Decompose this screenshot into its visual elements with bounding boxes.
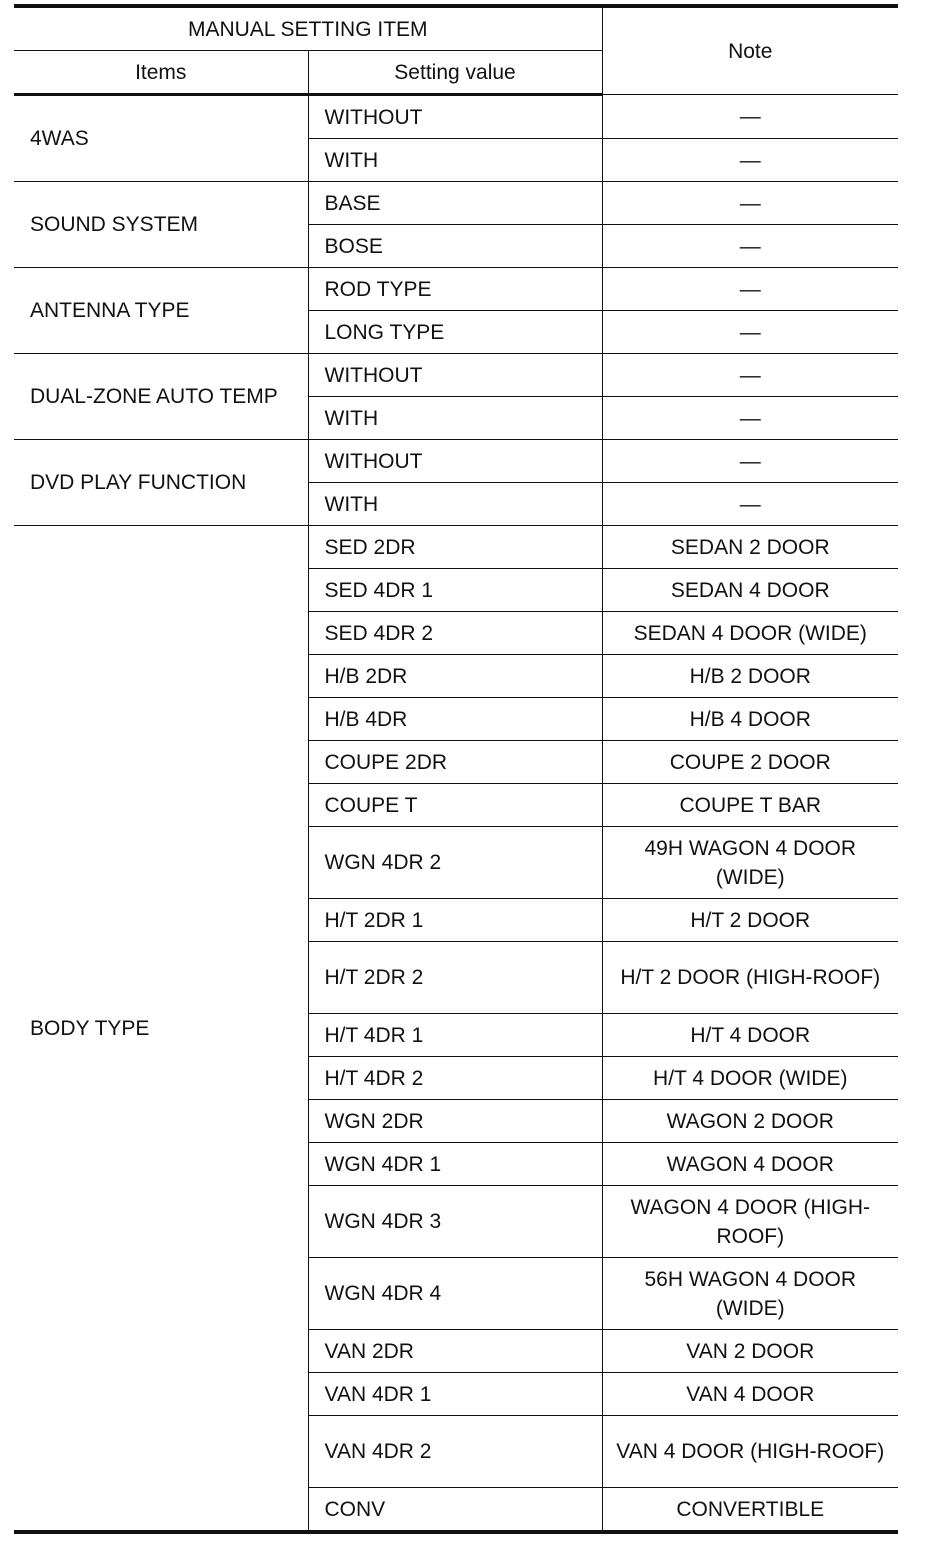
- note-cell: VAN 2 DOOR: [602, 1330, 898, 1373]
- setting-value-cell: H/T 2DR 2: [308, 942, 602, 1014]
- setting-value-cell: WITH: [308, 139, 602, 182]
- note-cell: —: [602, 268, 898, 311]
- table-row: [14, 182, 898, 225]
- setting-value-cell: BOSE: [308, 225, 602, 268]
- note-cell: H/B 4 DOOR: [602, 698, 898, 741]
- setting-value-cell: WGN 4DR 4: [308, 1258, 602, 1330]
- note-cell: CONVERTIBLE: [602, 1488, 898, 1533]
- table-row: [14, 526, 898, 569]
- header-group-title: MANUAL SETTING ITEM: [14, 6, 602, 51]
- header-items: Items: [14, 51, 308, 95]
- setting-value-cell: WITHOUT: [308, 354, 602, 397]
- item-cell: DVD PLAY FUNCTION: [14, 440, 308, 526]
- note-cell: 56H WAGON 4 DOOR (WIDE): [602, 1258, 898, 1330]
- note-cell: —: [602, 440, 898, 483]
- setting-value-cell: ROD TYPE: [308, 268, 602, 311]
- note-cell: —: [602, 139, 898, 182]
- item-cell: 4WAS: [14, 95, 308, 182]
- setting-value-cell: SED 4DR 2: [308, 612, 602, 655]
- note-cell: VAN 4 DOOR: [602, 1373, 898, 1416]
- setting-value-cell: H/B 2DR: [308, 655, 602, 698]
- note-cell: —: [602, 311, 898, 354]
- table-row: [14, 268, 898, 311]
- setting-value-cell: WGN 2DR: [308, 1100, 602, 1143]
- note-cell: —: [602, 483, 898, 526]
- note-cell: —: [602, 354, 898, 397]
- note-cell: H/B 2 DOOR: [602, 655, 898, 698]
- setting-value-cell: VAN 4DR 2: [308, 1416, 602, 1488]
- item-cell: ANTENNA TYPE: [14, 268, 308, 354]
- setting-value-cell: LONG TYPE: [308, 311, 602, 354]
- setting-value-cell: WGN 4DR 1: [308, 1143, 602, 1186]
- note-cell: H/T 4 DOOR (WIDE): [602, 1057, 898, 1100]
- setting-value-cell: WITH: [308, 397, 602, 440]
- note-cell: —: [602, 95, 898, 139]
- note-cell: WAGON 4 DOOR: [602, 1143, 898, 1186]
- setting-value-cell: SED 2DR: [308, 526, 602, 569]
- setting-value-cell: CONV: [308, 1488, 602, 1533]
- setting-value-cell: WGN 4DR 3: [308, 1186, 602, 1258]
- setting-value-cell: WITHOUT: [308, 440, 602, 483]
- item-cell: DUAL-ZONE AUTO TEMP: [14, 354, 308, 440]
- setting-value-cell: H/T 4DR 1: [308, 1014, 602, 1057]
- note-cell: H/T 4 DOOR: [602, 1014, 898, 1057]
- setting-value-cell: VAN 2DR: [308, 1330, 602, 1373]
- note-cell: WAGON 4 DOOR (HIGH-ROOF): [602, 1186, 898, 1258]
- note-cell: COUPE T BAR: [602, 784, 898, 827]
- note-cell: H/T 2 DOOR (HIGH-ROOF): [602, 942, 898, 1014]
- note-cell: —: [602, 397, 898, 440]
- setting-value-cell: VAN 4DR 1: [308, 1373, 602, 1416]
- setting-value-cell: WITHOUT: [308, 95, 602, 139]
- note-cell: COUPE 2 DOOR: [602, 741, 898, 784]
- setting-value-cell: H/B 4DR: [308, 698, 602, 741]
- table-row: [14, 354, 898, 397]
- table-row: [14, 95, 898, 139]
- note-cell: WAGON 2 DOOR: [602, 1100, 898, 1143]
- note-cell: VAN 4 DOOR (HIGH-ROOF): [602, 1416, 898, 1488]
- setting-value-cell: WITH: [308, 483, 602, 526]
- note-cell: SEDAN 4 DOOR (WIDE): [602, 612, 898, 655]
- header-setting-value: Setting value: [308, 51, 602, 95]
- setting-value-cell: WGN 4DR 2: [308, 827, 602, 899]
- setting-value-cell: H/T 2DR 1: [308, 899, 602, 942]
- setting-value-cell: COUPE T: [308, 784, 602, 827]
- note-cell: —: [602, 182, 898, 225]
- note-cell: H/T 2 DOOR: [602, 899, 898, 942]
- header-note: Note: [602, 6, 898, 95]
- item-cell: SOUND SYSTEM: [14, 182, 308, 268]
- setting-value-cell: SED 4DR 1: [308, 569, 602, 612]
- manual-setting-table: [14, 4, 898, 1534]
- setting-value-cell: COUPE 2DR: [308, 741, 602, 784]
- note-cell: 49H WAGON 4 DOOR (WIDE): [602, 827, 898, 899]
- table-row: [14, 440, 898, 483]
- note-cell: —: [602, 225, 898, 268]
- setting-value-cell: BASE: [308, 182, 602, 225]
- setting-value-cell: H/T 4DR 2: [308, 1057, 602, 1100]
- item-cell: BODY TYPE: [14, 526, 308, 1533]
- note-cell: SEDAN 4 DOOR: [602, 569, 898, 612]
- note-cell: SEDAN 2 DOOR: [602, 526, 898, 569]
